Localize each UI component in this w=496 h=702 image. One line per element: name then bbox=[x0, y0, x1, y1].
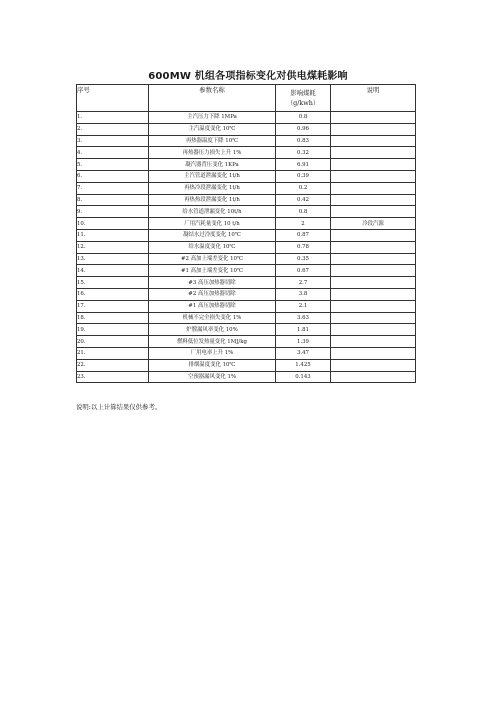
cell-value: 0.67 bbox=[276, 265, 331, 277]
table-header-row bbox=[77, 85, 416, 112]
cell-seq: 22. bbox=[77, 359, 149, 371]
cell-note bbox=[331, 336, 416, 348]
cell-value: 0.42 bbox=[276, 194, 331, 206]
cell-seq: 15. bbox=[77, 277, 149, 289]
cell-note bbox=[331, 241, 416, 253]
cell-note bbox=[331, 312, 416, 324]
table-row bbox=[77, 312, 416, 324]
cell-param: 主汽温度变化 10℃ bbox=[149, 123, 276, 135]
cell-param: 给水温度变化 10℃ bbox=[149, 241, 276, 253]
cell-seq: 12. bbox=[77, 241, 149, 253]
cell-seq: 19. bbox=[77, 324, 149, 336]
cell-seq: 1. bbox=[77, 112, 149, 124]
cell-param: 再热器温度下降 10℃ bbox=[149, 135, 276, 147]
table-row bbox=[77, 123, 416, 135]
table-row bbox=[77, 300, 416, 312]
cell-seq: 11. bbox=[77, 229, 149, 241]
cell-seq: 20. bbox=[77, 336, 149, 348]
cell-seq: 9. bbox=[77, 206, 149, 218]
cell-value: 0.87 bbox=[276, 229, 331, 241]
cell-seq: 18. bbox=[77, 312, 149, 324]
table-row bbox=[77, 218, 416, 230]
cell-value: 0.39 bbox=[276, 170, 331, 182]
cell-seq: 2. bbox=[77, 123, 149, 135]
table-row bbox=[77, 135, 416, 147]
cell-value: 3.63 bbox=[276, 312, 331, 324]
cell-note bbox=[331, 135, 416, 147]
cell-note bbox=[331, 265, 416, 277]
cell-seq: 13. bbox=[77, 253, 149, 265]
table-row bbox=[77, 347, 416, 359]
table-row bbox=[77, 170, 416, 182]
cell-note bbox=[331, 194, 416, 206]
cell-note bbox=[331, 359, 416, 371]
cell-value: 0.35 bbox=[276, 253, 331, 265]
cell-param: 再热冷段泄漏变化 1t/h bbox=[149, 182, 276, 194]
cell-value: 2.7 bbox=[276, 277, 331, 289]
table-row bbox=[77, 112, 416, 124]
cell-param: 燃料低位发热量变化 1MJ/kg bbox=[149, 336, 276, 348]
cell-seq: 5. bbox=[77, 159, 149, 171]
table-row bbox=[77, 359, 416, 371]
page-title: 600MW 机组各项指标变化对供电煤耗影响 bbox=[148, 71, 348, 82]
table-row bbox=[77, 206, 416, 218]
cell-note bbox=[331, 170, 416, 182]
header-coal-impact bbox=[276, 85, 331, 112]
cell-param: 主汽管道泄漏变化 1t/h bbox=[149, 170, 276, 182]
cell-param: #2 高加上端差变化 10℃ bbox=[149, 253, 276, 265]
cell-note bbox=[331, 300, 416, 312]
cell-note bbox=[331, 277, 416, 289]
table-row bbox=[77, 241, 416, 253]
cell-note bbox=[331, 324, 416, 336]
cell-seq: 4. bbox=[77, 147, 149, 159]
cell-value: 0.78 bbox=[276, 241, 331, 253]
cell-param: #1 高加上端差变化 10℃ bbox=[149, 265, 276, 277]
cell-value: 0.8 bbox=[276, 206, 331, 218]
cell-param: 厂用汽耗量变化 10 t/h bbox=[149, 218, 276, 230]
table-row bbox=[77, 277, 416, 289]
cell-value: 1.425 bbox=[276, 359, 331, 371]
footnote: 说明:以上计算结果仅供参考。 bbox=[76, 403, 162, 411]
cell-value: 3.47 bbox=[276, 347, 331, 359]
cell-value: 1.81 bbox=[276, 324, 331, 336]
header-param: 参数名称 bbox=[149, 85, 276, 112]
cell-value: 2.1 bbox=[276, 300, 331, 312]
coal-consumption-table bbox=[76, 84, 416, 383]
cell-param: 凝汽器背压变化 1KPa bbox=[149, 159, 276, 171]
table-row bbox=[77, 159, 416, 171]
cell-seq: 6. bbox=[77, 170, 149, 182]
cell-param: #3 高压加热器切除 bbox=[149, 277, 276, 289]
cell-note bbox=[331, 371, 416, 383]
cell-param: 空预器漏风变化 1% bbox=[149, 371, 276, 383]
table-row bbox=[77, 253, 416, 265]
cell-seq: 3. bbox=[77, 135, 149, 147]
cell-value: 0.83 bbox=[276, 135, 331, 147]
header-note: 说明 bbox=[331, 85, 416, 112]
cell-note bbox=[331, 206, 416, 218]
cell-seq: 10. bbox=[77, 218, 149, 230]
table-body bbox=[77, 112, 416, 383]
table-row bbox=[77, 229, 416, 241]
header-coal-line1: 影响煤耗 bbox=[290, 89, 316, 97]
cell-note bbox=[331, 229, 416, 241]
cell-note bbox=[331, 288, 416, 300]
table-row bbox=[77, 194, 416, 206]
cell-param: 主汽压力下降 1MPa bbox=[149, 112, 276, 124]
cell-param: 再热热段泄漏变化 1t/h bbox=[149, 194, 276, 206]
cell-note bbox=[331, 112, 416, 124]
cell-value: 0.143 bbox=[276, 371, 331, 383]
header-seq: 序号 bbox=[77, 85, 149, 112]
cell-note bbox=[331, 253, 416, 265]
cell-seq: 14. bbox=[77, 265, 149, 277]
cell-param: 给水管道泄漏变化 10t/h bbox=[149, 206, 276, 218]
cell-param: 排烟温度变化 10℃ bbox=[149, 359, 276, 371]
table-row bbox=[77, 324, 416, 336]
cell-param: #2 高压加热器切除 bbox=[149, 288, 276, 300]
cell-value: 2 bbox=[276, 218, 331, 230]
cell-value: 0.2 bbox=[276, 182, 331, 194]
table-row bbox=[77, 182, 416, 194]
cell-param: 凝结水过冷度变化 10℃ bbox=[149, 229, 276, 241]
cell-note bbox=[331, 182, 416, 194]
cell-note bbox=[331, 123, 416, 135]
cell-param: #1 高压加热器切除 bbox=[149, 300, 276, 312]
cell-param: 炉膛漏风率变化 10% bbox=[149, 324, 276, 336]
cell-value: 0.96 bbox=[276, 123, 331, 135]
cell-note: 冷段汽源 bbox=[331, 218, 416, 230]
cell-value: 6.91 bbox=[276, 159, 331, 171]
cell-value: 1.39 bbox=[276, 336, 331, 348]
table-row bbox=[77, 147, 416, 159]
cell-note bbox=[331, 347, 416, 359]
table-row bbox=[77, 265, 416, 277]
cell-seq: 23. bbox=[77, 371, 149, 383]
cell-seq: 17. bbox=[77, 300, 149, 312]
cell-note bbox=[331, 159, 416, 171]
cell-value: 0.32 bbox=[276, 147, 331, 159]
table-row bbox=[77, 288, 416, 300]
header-coal-unit: （g/kwh） bbox=[286, 99, 320, 107]
cell-seq: 7. bbox=[77, 182, 149, 194]
cell-value: 3.8 bbox=[276, 288, 331, 300]
cell-seq: 8. bbox=[77, 194, 149, 206]
cell-note bbox=[331, 147, 416, 159]
cell-param: 再热器压力损失上升 1% bbox=[149, 147, 276, 159]
cell-seq: 21. bbox=[77, 347, 149, 359]
table-row bbox=[77, 336, 416, 348]
table-row bbox=[77, 371, 416, 383]
cell-value: 0.8 bbox=[276, 112, 331, 124]
cell-seq: 16. bbox=[77, 288, 149, 300]
cell-param: 机械不完全损失变化 1% bbox=[149, 312, 276, 324]
cell-param: 厂用电率上升 1% bbox=[149, 347, 276, 359]
